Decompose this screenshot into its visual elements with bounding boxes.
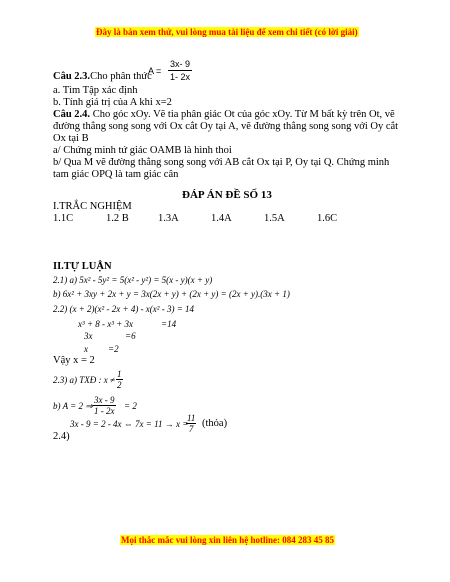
- problem-2-4-part-a: a/ Chứng minh tứ giác OAMB là hình thoi: [53, 145, 232, 156]
- fraction-a: [148, 59, 192, 82]
- problem-2-3-part-a: a. Tìm Tập xác định: [53, 85, 138, 96]
- mc-answer: 1.5A: [264, 213, 285, 224]
- solution-2-3b-step: 3x - 9 = 2 - 4x ⇔ 7x = 11 → x =: [70, 419, 189, 429]
- mc-answer: 1.2 B: [106, 213, 129, 224]
- problem-2-4-part-b1: b/ Qua M vẽ đường thẳng song song với AB cắt Ox tại P, Oy tại Q. Chứng minh: [53, 157, 390, 168]
- solution-2-2-step1: x³ + 8 - x³ + 3x: [78, 319, 134, 329]
- conclusion: Vậy x = 2: [53, 355, 95, 366]
- solution-2-2-step1-rhs: =14: [161, 319, 177, 329]
- problem-2-4-line1: Câu 2.4. Cho góc xOy. Vẽ tia phân giác Ot của góc xOy. Từ M bất kỳ trên Ot, vẽ: [53, 109, 395, 120]
- solution-2-3b-rhs: = 2: [124, 401, 137, 411]
- solution-2-1b: b) 6x² + 3xy + 2x + y = 3x(2x + y) + (2x + y) = (2x + y).(3x + 1): [53, 289, 290, 299]
- section-essay: II.TỰ LUẬN: [53, 261, 112, 272]
- solution-2-1a: 2.1) a) 5x² - 5y² = 5(x² - y²) = 5(x - y)(x + y): [53, 275, 213, 285]
- problem-2-4-line3: Ox tại B: [53, 133, 89, 144]
- fraction-denominator: 1- 2x: [170, 72, 191, 82]
- fraction-numerator: 3x- 9: [170, 59, 191, 69]
- solution-2-2-step3: x: [84, 344, 88, 354]
- problem-2-4-part-b2: tam giác OPQ là tam giác cân: [53, 169, 179, 180]
- hotline-banner: Mọi thắc mắc vui lòng xin liên hệ hotline: 084 283 45 85: [121, 535, 335, 545]
- solution-2-2-step3-rhs: =2: [108, 344, 119, 354]
- fraction-lhs: A =: [148, 66, 162, 76]
- problem-2-4-line2: đường thẳng song song với Ox cắt Oy tại A, vẽ đường thẳng song song với Oy cắt: [53, 121, 399, 132]
- mc-answer: 1.4A: [211, 213, 232, 224]
- fraction-a-expression: $\frac{3x - 9}{1 - 2x}$: [94, 395, 115, 416]
- answer-title: ĐÁP ÁN ĐỀ SỐ 13: [182, 189, 272, 201]
- preview-banner: Đây là bản xem thử, vui lòng mua tài liệu để xem chi tiết (có lời giải): [96, 27, 358, 37]
- fraction-eleven-sevenths: $\frac{11}{7}$: [187, 413, 196, 434]
- mc-answer: 1.6C: [317, 213, 338, 224]
- solution-2-4: 2.4): [53, 431, 70, 442]
- mc-answer: 1.3A: [158, 213, 179, 224]
- solution-2-3a: 2.3) a) TXĐ : x ≠: [53, 375, 115, 385]
- fraction-one-half: $\frac{1}{2}$: [117, 369, 122, 390]
- solution-2-2: 2.2) (x + 2)(x² - 2x + 4) - x(x² - 3) = 14: [53, 304, 195, 314]
- solution-2-2-step2-rhs: =6: [125, 331, 136, 341]
- solution-2-2-step2: 3x: [84, 331, 93, 341]
- problem-2-3-part-b: b. Tính giá trị của A khi x=2: [53, 97, 172, 108]
- section-multiple-choice: I.TRẮC NGHIỆM: [53, 201, 132, 212]
- solution-note: (thỏa): [202, 418, 228, 429]
- problem-2-3-intro: Câu 2.3.Cho phân thức: [53, 71, 152, 82]
- solution-2-3b: b) A = 2 ⇒: [53, 401, 93, 411]
- mc-answer: 1.1C: [53, 213, 74, 224]
